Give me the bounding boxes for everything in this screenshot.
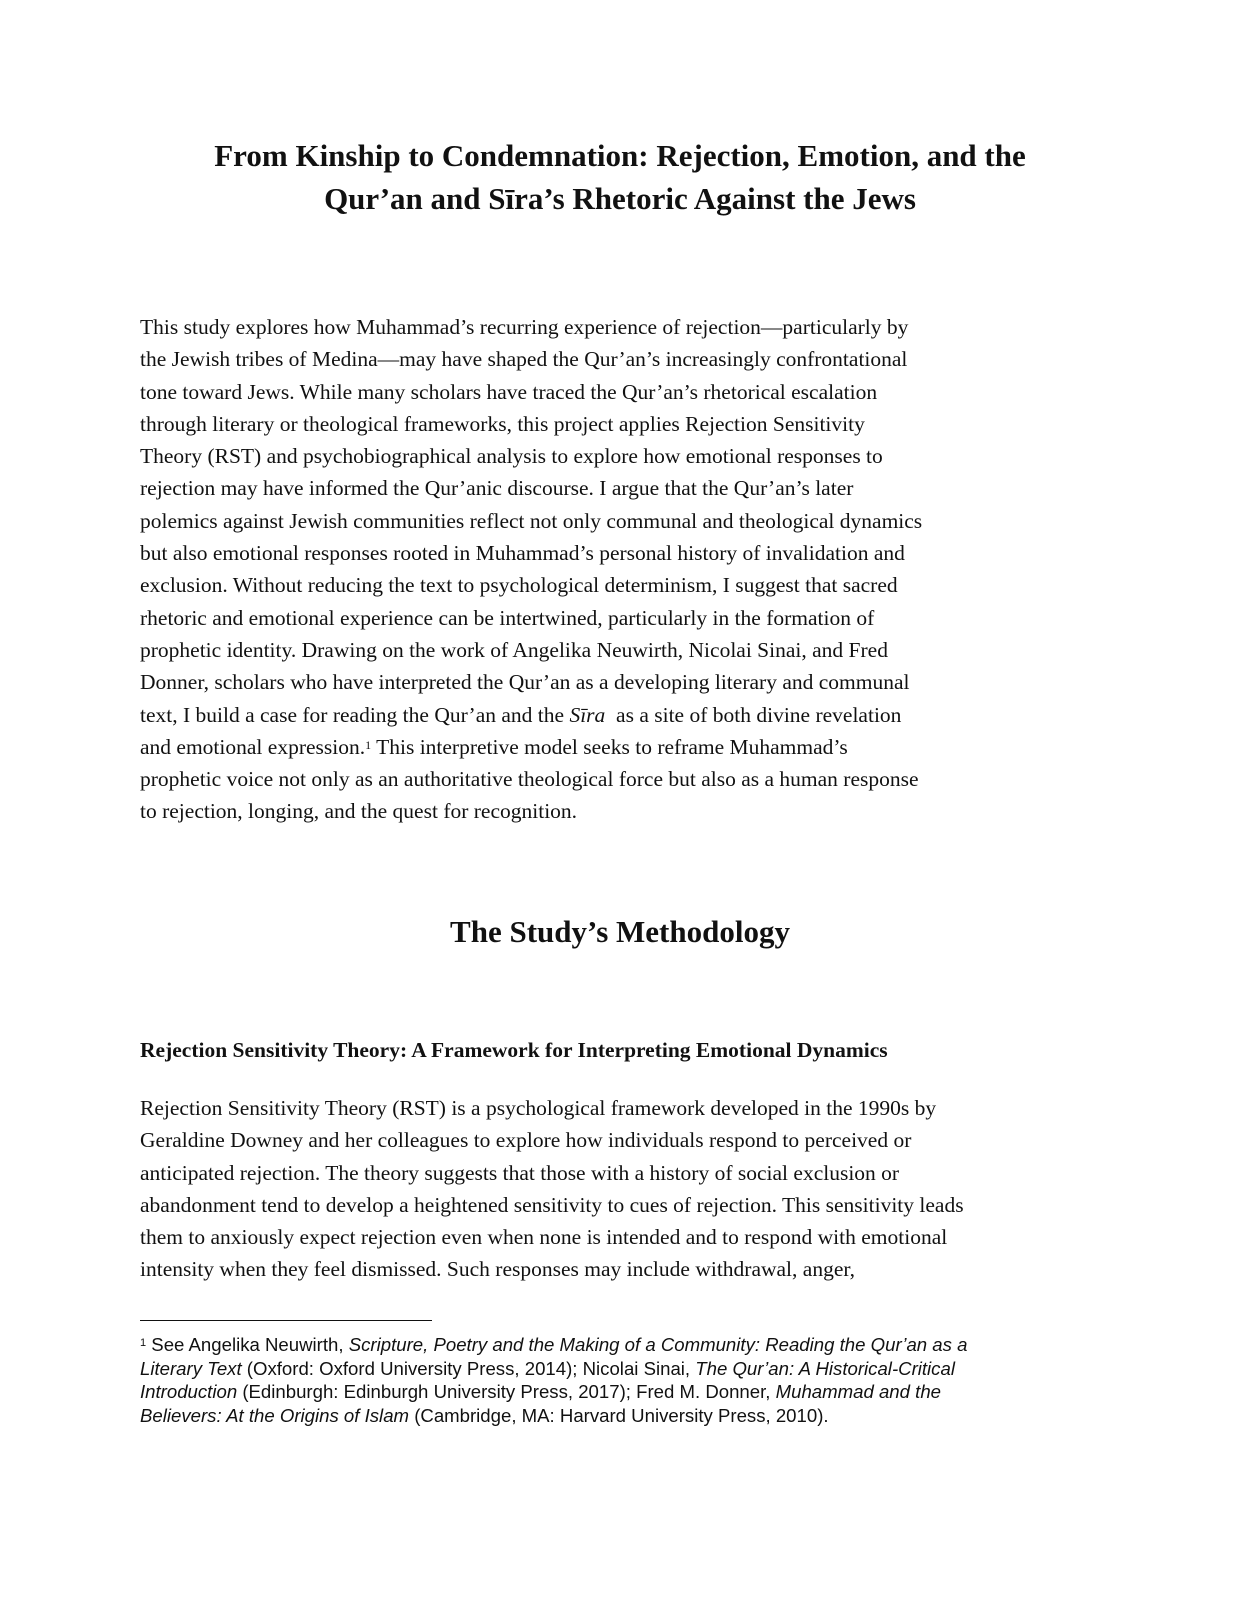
abstract-line: Donner, scholars who have interpreted the Qur’an as a developing literary and communal [140, 670, 910, 695]
body-line: them to anxiously expect rejection even when none is intended and to respond with emotional [140, 1225, 948, 1250]
abstract-line [140, 731, 1100, 763]
abstract-line: prophetic voice not only as an authoritative theological force but also as a human response [140, 767, 919, 792]
body-line: Rejection Sensitivity Theory (RST) is a psychological framework developed in the 1990s by [140, 1096, 937, 1120]
abstract-line: tone toward Jews. While many scholars have traced the Qur’an’s rhetorical escalation [140, 379, 878, 404]
footnote-book-title: Believers: At the Origins of Islam [140, 1404, 410, 1426]
body-line: Geraldine Downey and her colleagues to explore how individuals respond to perceived or [140, 1128, 912, 1153]
title-line-2: Qur’an and Sīra’s Rhetoric Against the Jews [324, 181, 916, 216]
footnote-line [140, 1380, 1100, 1404]
body-line: intensity when they feel dismissed. Such responses may include withdrawal, anger, [140, 1257, 856, 1282]
abstract-line: through literary or theological frameworks, this project applies Rejection Sensitivity [140, 411, 865, 436]
body-paragraph [140, 1092, 1100, 1286]
footnote-book-title: Introduction [140, 1381, 238, 1403]
footnote [140, 1333, 1100, 1427]
footnote-reference[interactable]: 1 [365, 737, 372, 752]
abstract-paragraph [140, 311, 1100, 828]
footnote-separator [140, 1320, 432, 1321]
footnote-number: 1 [140, 1337, 147, 1349]
abstract-line: to rejection, longing, and the quest for recognition. [140, 799, 578, 824]
abstract-text: This interpretive model seeks to reframe Muhammad’s [371, 734, 848, 759]
footnote-text: (Oxford: Oxford University Press, 2014); Nicolai Sinai, [241, 1357, 696, 1379]
footnote-text: (Edinburgh: Edinburgh University Press, 2017); Fred M. Donner, [237, 1381, 776, 1403]
sira-term: Sīra [569, 702, 606, 727]
abstract-line: rhetoric and emotional experience can be intertwined, particularly in the formation of [140, 605, 875, 630]
footnote-book-title: The Qur’an: A Historical-Critical [695, 1357, 955, 1379]
abstract-text: as a site of both divine revelation [605, 702, 902, 727]
abstract-text: and emotional expression. [140, 734, 366, 759]
footnote-text: (Cambridge, MA: Harvard University Press, 2010). [409, 1404, 829, 1426]
footnote-line [140, 1357, 1100, 1381]
footnote-line [140, 1404, 1100, 1428]
abstract-line: Theory (RST) and psychobiographical analysis to explore how emotional responses to [140, 444, 883, 469]
footnote-book-title: Literary Text [140, 1357, 242, 1379]
subsection-heading: Rejection Sensitivity Theory: A Framework for Interpreting Emotional Dynamics [140, 1038, 888, 1062]
title-line-1: From Kinship to Condemnation: Rejection, Emotion, and the [214, 138, 1026, 173]
footnote-line [140, 1333, 1100, 1357]
abstract-line: exclusion. Without reducing the text to psychological determinism, I suggest that sacred [140, 573, 898, 598]
abstract-text: text, I build a case for reading the Qur’an and the [140, 702, 570, 727]
abstract-line: the Jewish tribes of Medina—may have shaped the Qur’an’s increasingly confrontational [140, 347, 908, 372]
abstract-line: prophetic identity. Drawing on the work of Angelika Neuwirth, Nicolai Sinai, and Fred [140, 637, 888, 662]
abstract-line: but also emotional responses rooted in Muhammad’s personal history of invalidation and [140, 541, 905, 566]
footnote-text: See Angelika Neuwirth, [146, 1334, 349, 1355]
body-line: abandonment tend to develop a heightened sensitivity to cues of rejection. This sensitivity leads [140, 1192, 964, 1217]
abstract-line: rejection may have informed the Qur’anic discourse. I argue that the Qur’an’s later [140, 476, 854, 501]
abstract-line: polemics against Jewish communities reflect not only communal and theological dynamics [140, 508, 923, 533]
document-title [140, 134, 1100, 220]
abstract-line: This study explores how Muhammad’s recurring experience of rejection—particularly by [140, 315, 909, 339]
body-line: anticipated rejection. The theory suggests that those with a history of social exclusion or [140, 1160, 900, 1185]
section-heading: The Study’s Methodology [450, 914, 790, 949]
footnote-book-title: Scripture, Poetry and the Making of a Community: Reading the Qur’an as a [348, 1334, 968, 1355]
footnote-book-title: Muhammad and the [775, 1381, 941, 1403]
abstract-line [140, 699, 1100, 731]
